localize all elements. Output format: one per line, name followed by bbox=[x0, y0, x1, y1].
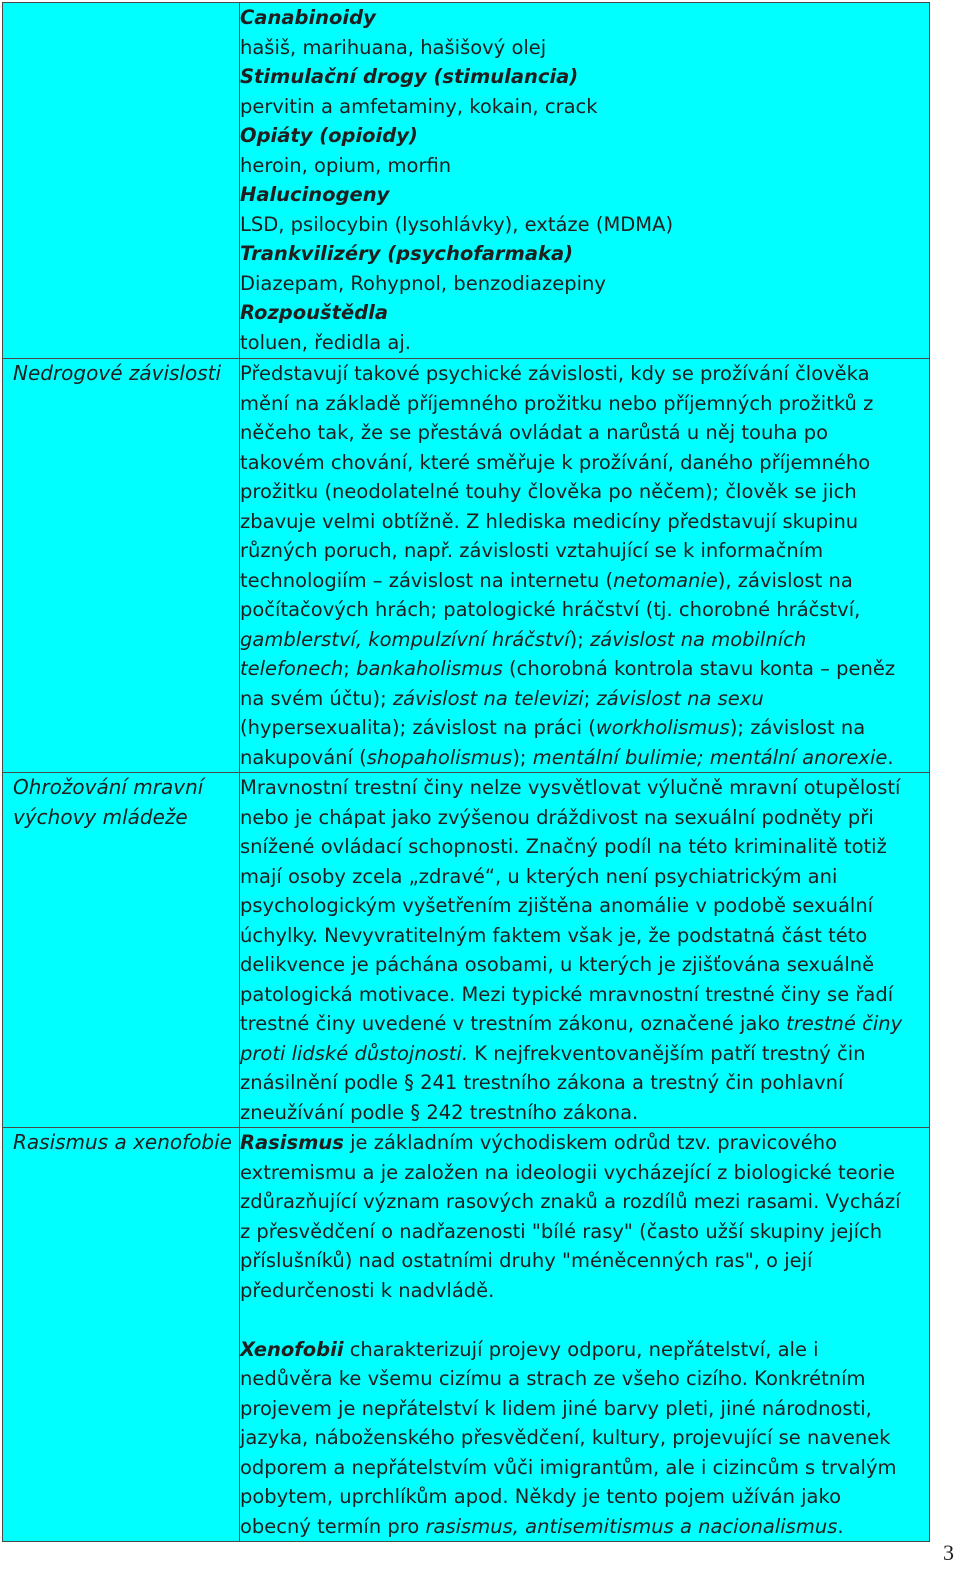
text-line bbox=[240, 1217, 929, 1247]
text-line bbox=[240, 418, 929, 448]
text-line bbox=[240, 1098, 929, 1128]
text-run: trestné činy uvedené v trestním zákonu, označené jako bbox=[240, 1012, 787, 1035]
text-run: . bbox=[837, 1514, 844, 1538]
heading-text: Stimulační drogy (stimulancia) bbox=[240, 65, 579, 88]
text-run: na svém účtu); bbox=[240, 686, 393, 710]
table-row-moral-education bbox=[3, 773, 930, 1128]
text-run: . bbox=[887, 745, 894, 769]
text-run: ; bbox=[343, 657, 357, 680]
text-line bbox=[240, 210, 929, 240]
row-content-cell bbox=[240, 1128, 930, 1542]
heading-text: Canabinoidy bbox=[240, 6, 376, 29]
text-line bbox=[240, 1128, 929, 1158]
text-run: (chorobná kontrola stavu konta – peněz bbox=[502, 657, 896, 680]
text-run: workholismus bbox=[595, 716, 730, 739]
text-line bbox=[240, 743, 929, 773]
text-run: shopaholismus bbox=[366, 745, 513, 769]
text-run: ); bbox=[569, 627, 591, 651]
text-run: rasismus, antisemitismus a nacionalismus bbox=[425, 1514, 838, 1538]
text-run: obecný termín pro bbox=[240, 1514, 426, 1538]
text-run: mění na základě příjemného prožitku nebo příjemných prožitků z bbox=[240, 391, 874, 415]
text-run: prožitku (neodolatelné touhy člověka po něčem); člověk se jich bbox=[240, 480, 857, 503]
text-line bbox=[240, 1482, 929, 1512]
text-run: charakterizují projevy odporu, nepřátelství, ale i bbox=[343, 1337, 819, 1361]
text-line bbox=[240, 803, 929, 833]
text-run: závislost na televizi bbox=[392, 686, 584, 710]
text-run: Mravnostní trestní činy nelze vysvětlovat výlučně mravní otupělostí bbox=[240, 776, 901, 799]
text-run: nebo je chápat jako zvýšenou dráždivost na sexuální podněty při bbox=[240, 805, 874, 829]
text-line bbox=[240, 891, 929, 921]
row-label-line: výchovy mládeže bbox=[13, 804, 188, 829]
page-number: 3 bbox=[943, 1540, 954, 1565]
text-line bbox=[240, 773, 929, 803]
text-line bbox=[240, 1068, 929, 1098]
text-line bbox=[240, 1187, 929, 1217]
row-label: Rasismus a xenofobie bbox=[13, 1130, 232, 1154]
text-line bbox=[240, 1423, 929, 1453]
text-run: různých poruch, např. závislosti vztahující se k informačním bbox=[240, 539, 824, 562]
text-line bbox=[240, 389, 929, 419]
text-run: ); závislost na bbox=[729, 716, 866, 739]
text-line bbox=[240, 3, 929, 33]
text-line bbox=[240, 92, 929, 122]
text-run: mají osoby zcela „zdravé“, u kterých není psychiatrickým ani bbox=[240, 864, 838, 888]
row-label-cell bbox=[3, 1128, 240, 1542]
text-line bbox=[240, 1246, 929, 1276]
text-line bbox=[240, 950, 929, 980]
text-run: znásilnění podle § 241 trestního zákona a trestný čin pohlavní bbox=[240, 1071, 844, 1094]
text-run: (hypersexualita); závislost na práci ( bbox=[240, 716, 596, 739]
text-run: K nejfrekventovanějším patří trestný čin bbox=[468, 1041, 866, 1065]
text-run: něčeho tak, že se přestává ovládat a narůstá u něj touha po bbox=[240, 421, 829, 444]
text-run: trestné činy bbox=[786, 1012, 903, 1035]
paragraph-gap bbox=[240, 1305, 929, 1335]
heading-text: Rozpouštědla bbox=[240, 301, 388, 324]
text-run: předurčenosti k nadvládě. bbox=[240, 1278, 495, 1302]
text-line bbox=[240, 62, 929, 92]
text-run: zdůrazňující význam rasových znaků a rozdílů mezi rasami. Vychází bbox=[240, 1190, 901, 1213]
text-run: takovém chování, které směřuje k prožívání, daného příjemného bbox=[240, 450, 871, 474]
text-line bbox=[240, 1009, 929, 1039]
text-run: LSD, psilocybin (lysohlávky), extáze (MDMA) bbox=[240, 212, 674, 236]
row-label-cell bbox=[3, 773, 240, 1128]
text-run: telefonech bbox=[240, 657, 344, 680]
row-label-cell bbox=[3, 3, 240, 359]
text-line bbox=[240, 507, 929, 537]
text-run: projevem je nepřátelství k lidem jiné barvy pleti, jiné národnosti, bbox=[240, 1396, 872, 1420]
text-line bbox=[240, 566, 929, 596]
heading-text: Rasismus bbox=[240, 1131, 344, 1154]
row-content bbox=[240, 359, 929, 772]
row-content-cell bbox=[240, 359, 930, 773]
text-run: proti lidské důstojnosti. bbox=[240, 1041, 469, 1065]
row-label: Nedrogové závislosti bbox=[13, 361, 222, 385]
text-run: zbavuje velmi obtížně. Z hlediska medicíny představují skupinu bbox=[240, 509, 859, 533]
row-label-line: Ohrožování mravní bbox=[13, 775, 204, 799]
text-line bbox=[240, 1512, 929, 1542]
text-run: z přesvědčení o nadřazenosti "bílé rasy" (často užší skupiny jejích bbox=[240, 1219, 883, 1243]
text-line bbox=[240, 862, 929, 892]
text-line bbox=[240, 239, 929, 269]
text-run: pobytem, uprchlíkům apod. Někdy je tento pojem užíván jako bbox=[240, 1485, 842, 1508]
text-run: delikvence je páchána osobami, u kterých je zjišťována sexuálně bbox=[240, 953, 875, 976]
text-line bbox=[240, 684, 929, 714]
table-row-drugs bbox=[3, 3, 930, 359]
text-line bbox=[240, 180, 929, 210]
text-line bbox=[240, 921, 929, 951]
content-table bbox=[2, 2, 930, 1542]
text-line bbox=[240, 151, 929, 181]
text-line bbox=[240, 33, 929, 63]
text-line bbox=[240, 269, 929, 299]
text-run: nakupování ( bbox=[240, 745, 367, 769]
text-run: závislost na sexu bbox=[596, 686, 764, 710]
text-line bbox=[240, 1158, 929, 1188]
text-line bbox=[240, 1453, 929, 1483]
text-run: Diazepam, Rohypnol, benzodiazepiny bbox=[240, 271, 606, 295]
text-run: gamblerství, kompulzívní hráčství bbox=[240, 627, 570, 651]
text-line bbox=[240, 298, 929, 328]
row-content bbox=[240, 1128, 929, 1541]
text-line bbox=[240, 595, 929, 625]
text-run: hašiš, marihuana, hašišový olej bbox=[240, 35, 547, 59]
heading-text: Trankvilizéry (psychofarmaka) bbox=[240, 242, 574, 265]
text-run: jazyka, náboženského přesvědčení, kultury, projevující se navenek bbox=[240, 1426, 891, 1449]
text-line bbox=[240, 121, 929, 151]
text-line bbox=[240, 1364, 929, 1394]
row-content bbox=[240, 3, 929, 357]
row-label-cell bbox=[3, 359, 240, 773]
text-line bbox=[240, 832, 929, 862]
text-line bbox=[240, 536, 929, 566]
text-run: snížené ovládací schopnosti. Značný podíl na této kriminalitě totiž bbox=[240, 835, 887, 858]
row-content-cell bbox=[240, 3, 930, 359]
row-content bbox=[240, 773, 929, 1127]
text-run: ; bbox=[583, 686, 597, 710]
text-run: příslušníků) nad ostatními druhy "méněcenných ras", o její bbox=[240, 1249, 813, 1272]
text-run: závislost na mobilních bbox=[590, 627, 807, 651]
text-run: úchylky. Nevyvratitelným faktem však je, že podstatná část této bbox=[240, 923, 868, 947]
text-run: heroin, opium, morfin bbox=[240, 153, 452, 177]
text-run: netomanie bbox=[613, 568, 718, 592]
text-run: odporem a nepřátelstvím vůči imigrantům, ale i cizincům s trvalým bbox=[240, 1455, 897, 1479]
row-label bbox=[3, 773, 239, 832]
table-row-nondrug-addictions bbox=[3, 359, 930, 773]
text-line bbox=[240, 1394, 929, 1424]
text-line bbox=[240, 1039, 929, 1069]
text-line bbox=[240, 328, 929, 358]
text-line bbox=[240, 654, 929, 684]
text-run: je základním východiskem odrůd tzv. pravicového bbox=[343, 1131, 838, 1154]
text-run: ), závislost na bbox=[717, 568, 853, 592]
text-line bbox=[240, 625, 929, 655]
text-run: toluen, ředidla aj. bbox=[240, 330, 411, 354]
heading-text: Halucinogeny bbox=[240, 183, 390, 206]
text-run: bankaholismus bbox=[356, 657, 503, 680]
text-run: počítačových hrách; patologické hráčství (tj. chorobné hráčství, bbox=[240, 598, 861, 621]
heading-text: Opiáty (opioidy) bbox=[240, 124, 418, 147]
text-line bbox=[240, 448, 929, 478]
text-run: technologiím – závislost na internetu ( bbox=[240, 568, 614, 592]
text-line bbox=[240, 359, 929, 389]
text-line bbox=[240, 1335, 929, 1365]
text-line bbox=[240, 1276, 929, 1306]
text-line bbox=[240, 477, 929, 507]
text-run: patologická motivace. Mezi typické mravnostní trestné činy se řadí bbox=[240, 982, 894, 1006]
text-line bbox=[240, 713, 929, 743]
text-run: psychologickým vyšetřením zjištěna anomálie v podobě sexuální bbox=[240, 894, 874, 917]
text-run: nedůvěra ke všemu cizímu a strach ze všeho cizího. Konkrétním bbox=[240, 1367, 866, 1390]
row-content-cell bbox=[240, 773, 930, 1128]
text-run: mentální bulimie; mentální anorexie bbox=[532, 745, 888, 769]
text-run: zneužívání podle § 242 trestního zákona. bbox=[240, 1100, 639, 1124]
text-run: pervitin a amfetaminy, kokain, crack bbox=[240, 94, 598, 118]
heading-text: Xenofobii bbox=[240, 1337, 344, 1361]
table-row-racism-xenophobia bbox=[3, 1128, 930, 1542]
text-run: extremismu a je založen na ideologii vycházející z biologické teorie bbox=[240, 1160, 895, 1184]
text-line bbox=[240, 980, 929, 1010]
text-run: ); bbox=[512, 745, 533, 769]
text-run: Představují takové psychické závislosti, kdy se prožívání člověka bbox=[240, 362, 870, 385]
